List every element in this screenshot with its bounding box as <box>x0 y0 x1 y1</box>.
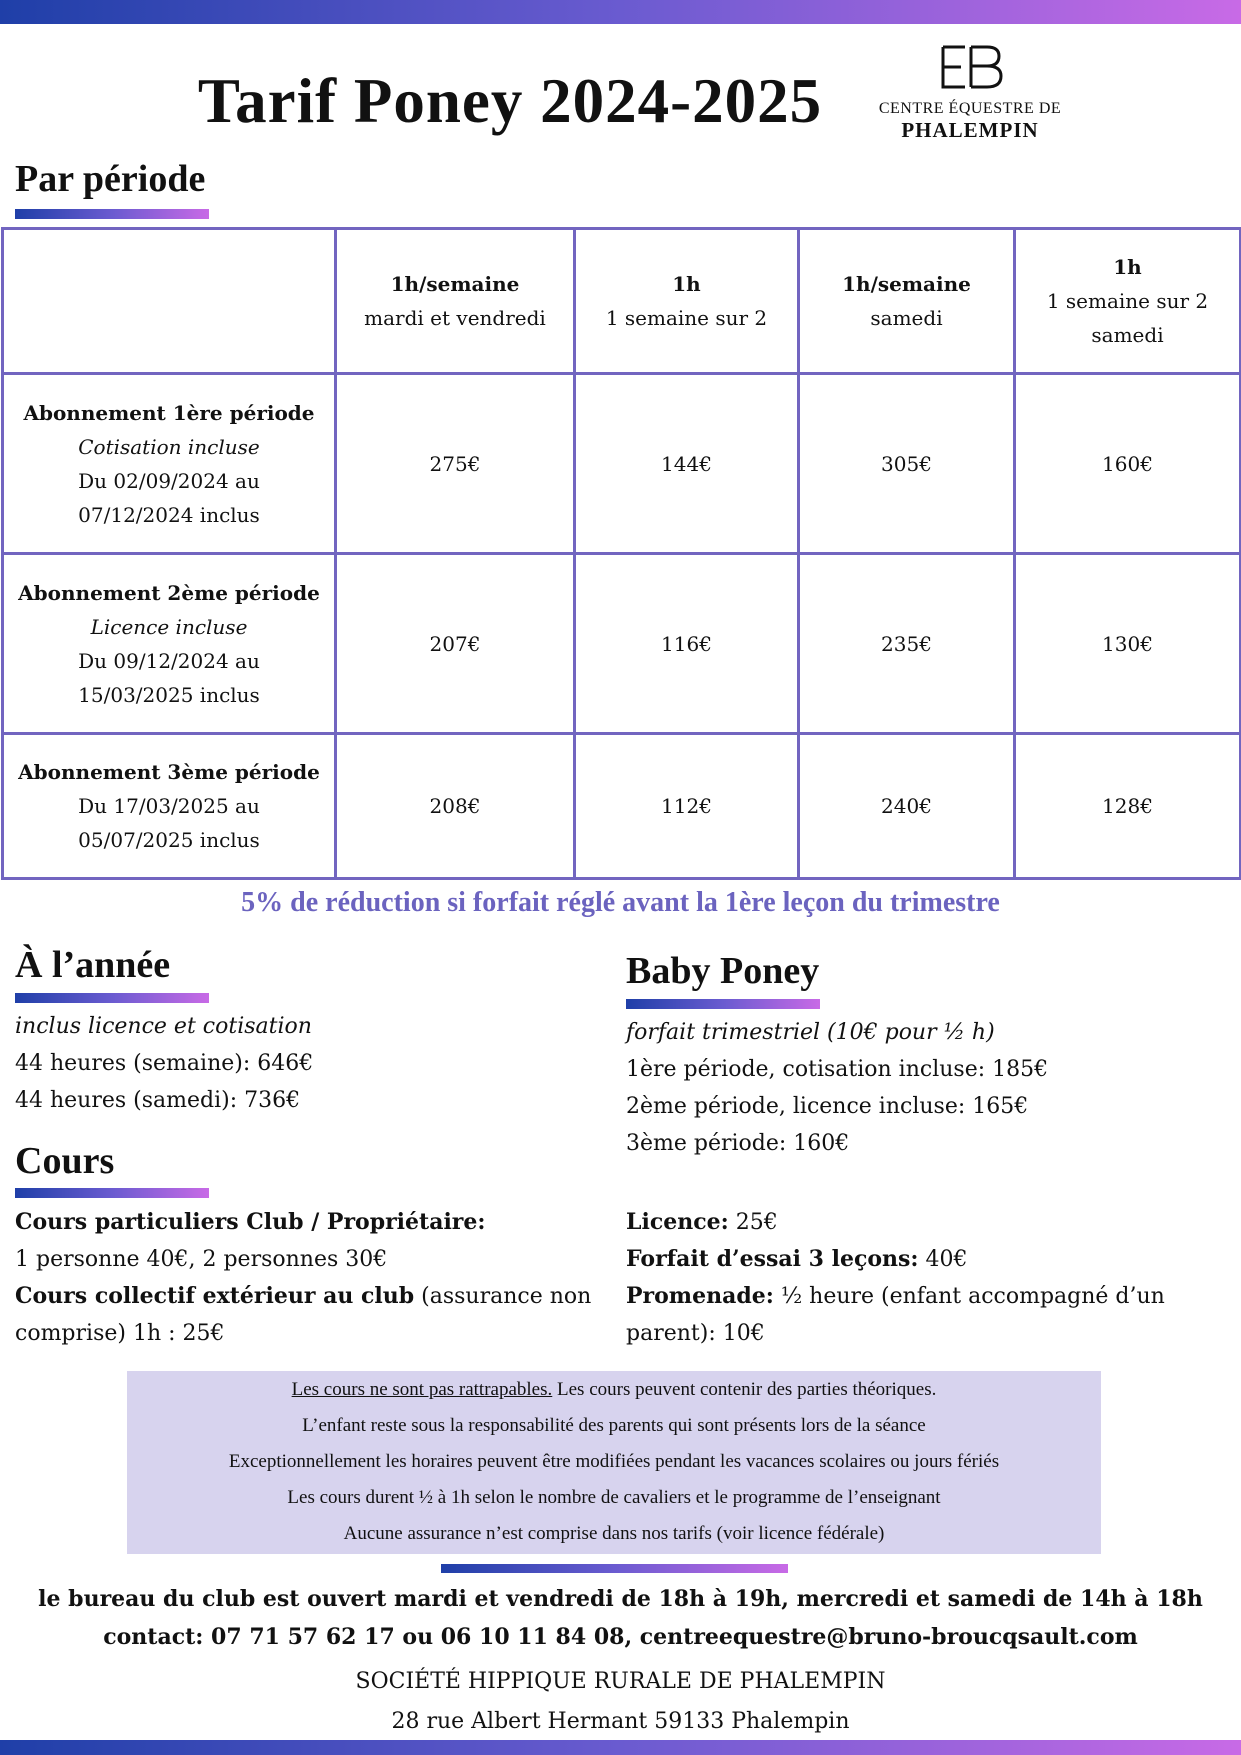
heading-underline <box>626 999 820 1009</box>
logo-line-centre: CENTRE ÉQUESTRE DE <box>878 100 1062 117</box>
cours-particuliers-title: Cours particuliers Club / Propriétaire: <box>15 1209 486 1235</box>
logo-line-phalempin: PHALEMPIN <box>901 118 1039 142</box>
annee-line: 44 heures (semaine): 646€ <box>15 1051 314 1076</box>
annee-block <box>15 1008 595 1119</box>
row-label-cell: Abonnement 2ème période Licence incluse Du 09/12/2024 au 15/03/2025 inclus <box>3 554 336 734</box>
top-gradient-band <box>0 0 1241 24</box>
licence-price: 25€ <box>728 1210 778 1235</box>
essai-label: Forfait d’essai 3 leçons: <box>626 1246 919 1272</box>
table-row <box>3 554 1241 734</box>
licence-label: Licence: <box>626 1209 729 1235</box>
table-header-cell: 1h 1 semaine sur 2 samedi <box>1015 229 1241 374</box>
society-name: SOCIÉTÉ HIPPIQUE RURALE DE PHALEMPIN <box>355 1669 886 1694</box>
cours-block <box>15 1204 605 1352</box>
extras-block <box>626 1204 1226 1352</box>
section-heading-cours: Cours <box>15 1140 115 1182</box>
separator-line <box>441 1564 788 1573</box>
notes-line: Les cours durent ½ à 1h selon le nombre de cavaliers et le programme de l’enseignant <box>287 1487 941 1508</box>
bottom-gradient-band <box>0 1740 1241 1755</box>
annee-line: 44 heures (samedi): 736€ <box>15 1088 301 1113</box>
eb-monogram-icon <box>935 44 1005 90</box>
baby-line: 2ème période, licence incluse: 165€ <box>626 1094 1029 1119</box>
price-cell: 116€ <box>575 554 799 734</box>
table-header-cell: 1h 1 semaine sur 2 <box>575 229 799 374</box>
baby-line: 3ème période: 160€ <box>626 1131 850 1156</box>
street-address: 28 rue Albert Hermant 59133 Phalempin <box>391 1709 850 1734</box>
price-cell: 130€ <box>1015 554 1241 734</box>
club-logo <box>870 44 1070 143</box>
price-cell: 207€ <box>336 554 575 734</box>
notes-underlined: Les cours ne sont pas rattrapables. <box>291 1379 553 1400</box>
address-block <box>0 1662 1241 1742</box>
price-cell: 305€ <box>799 374 1015 554</box>
tarif-table <box>1 227 1241 880</box>
baby-line: 1ère période, cotisation incluse: 185€ <box>626 1057 1049 1082</box>
cours-collectif-text: (assurance non <box>414 1284 592 1309</box>
table-row <box>3 374 1241 554</box>
promenade-price: parent): 10€ <box>626 1321 765 1346</box>
table-header-cell: 1h/semaine samedi <box>799 229 1015 374</box>
table-header-empty <box>3 229 336 374</box>
section-heading-par-periode: Par période <box>15 158 206 200</box>
notes-line: L’enfant reste sous la responsabilité des parents qui sont présents lors de la séance <box>302 1415 926 1436</box>
notes-line: Exceptionnellement les horaires peuvent être modifiées pendant les vacances scolaires ou jours fériés <box>228 1451 1000 1472</box>
price-cell: 275€ <box>336 374 575 554</box>
price-cell: 160€ <box>1015 374 1241 554</box>
cours-collectif-title: Cours collectif extérieur au club <box>15 1283 415 1309</box>
table-header-row <box>3 229 1241 374</box>
cours-particuliers-prices: 1 personne 40€, 2 personnes 30€ <box>15 1247 388 1272</box>
office-info <box>0 1580 1241 1656</box>
reduction-note: 5% de réduction si forfait réglé avant la 1ère leçon du trimestre <box>241 887 1000 918</box>
section-heading-annee: À l’année <box>15 944 171 986</box>
baby-block <box>626 1014 1226 1162</box>
price-cell: 235€ <box>799 554 1015 734</box>
table-row <box>3 734 1241 879</box>
price-cell: 208€ <box>336 734 575 879</box>
essai-price: 40€ <box>918 1247 968 1272</box>
price-cell: 144€ <box>575 374 799 554</box>
heading-underline <box>15 1188 209 1198</box>
price-cell: 112€ <box>575 734 799 879</box>
annee-note: inclus licence et cotisation <box>15 1014 312 1039</box>
row-label-cell: Abonnement 3ème période Du 17/03/2025 au 05/07/2025 inclus <box>3 734 336 879</box>
notes-box <box>127 1371 1101 1554</box>
price-cell: 128€ <box>1015 734 1241 879</box>
row-label-cell: Abonnement 1ère période Cotisation incluse Du 02/09/2024 au 07/12/2024 inclus <box>3 374 336 554</box>
notes-line: Aucune assurance n’est comprise dans nos tarifs (voir licence fédérale) <box>343 1523 885 1544</box>
price-cell: 240€ <box>799 734 1015 879</box>
heading-underline <box>15 209 209 219</box>
office-hours: le bureau du club est ouvert mardi et vendredi de 18h à 19h, mercredi et samedi de 14h à 18h <box>38 1586 1203 1612</box>
cours-collectif-price: comprise) 1h : 25€ <box>15 1321 225 1346</box>
promenade-text: ½ heure (enfant accompagné d’un <box>773 1284 1165 1309</box>
table-header-cell: 1h/semaine mardi et vendredi <box>336 229 575 374</box>
notes-first-rest: Les cours peuvent contenir des parties théoriques. <box>552 1379 937 1400</box>
baby-note: forfait trimestriel (10€ pour ½ h) <box>626 1020 995 1045</box>
heading-underline <box>15 993 209 1003</box>
promenade-label: Promenade: <box>626 1283 774 1309</box>
page-title: Tarif Poney 2024-2025 <box>197 66 823 136</box>
section-heading-baby-poney: Baby Poney <box>626 950 820 992</box>
office-contact: contact: 07 71 57 62 17 ou 06 10 11 84 08, centreequestre@bruno-broucqsault.com <box>103 1624 1138 1650</box>
